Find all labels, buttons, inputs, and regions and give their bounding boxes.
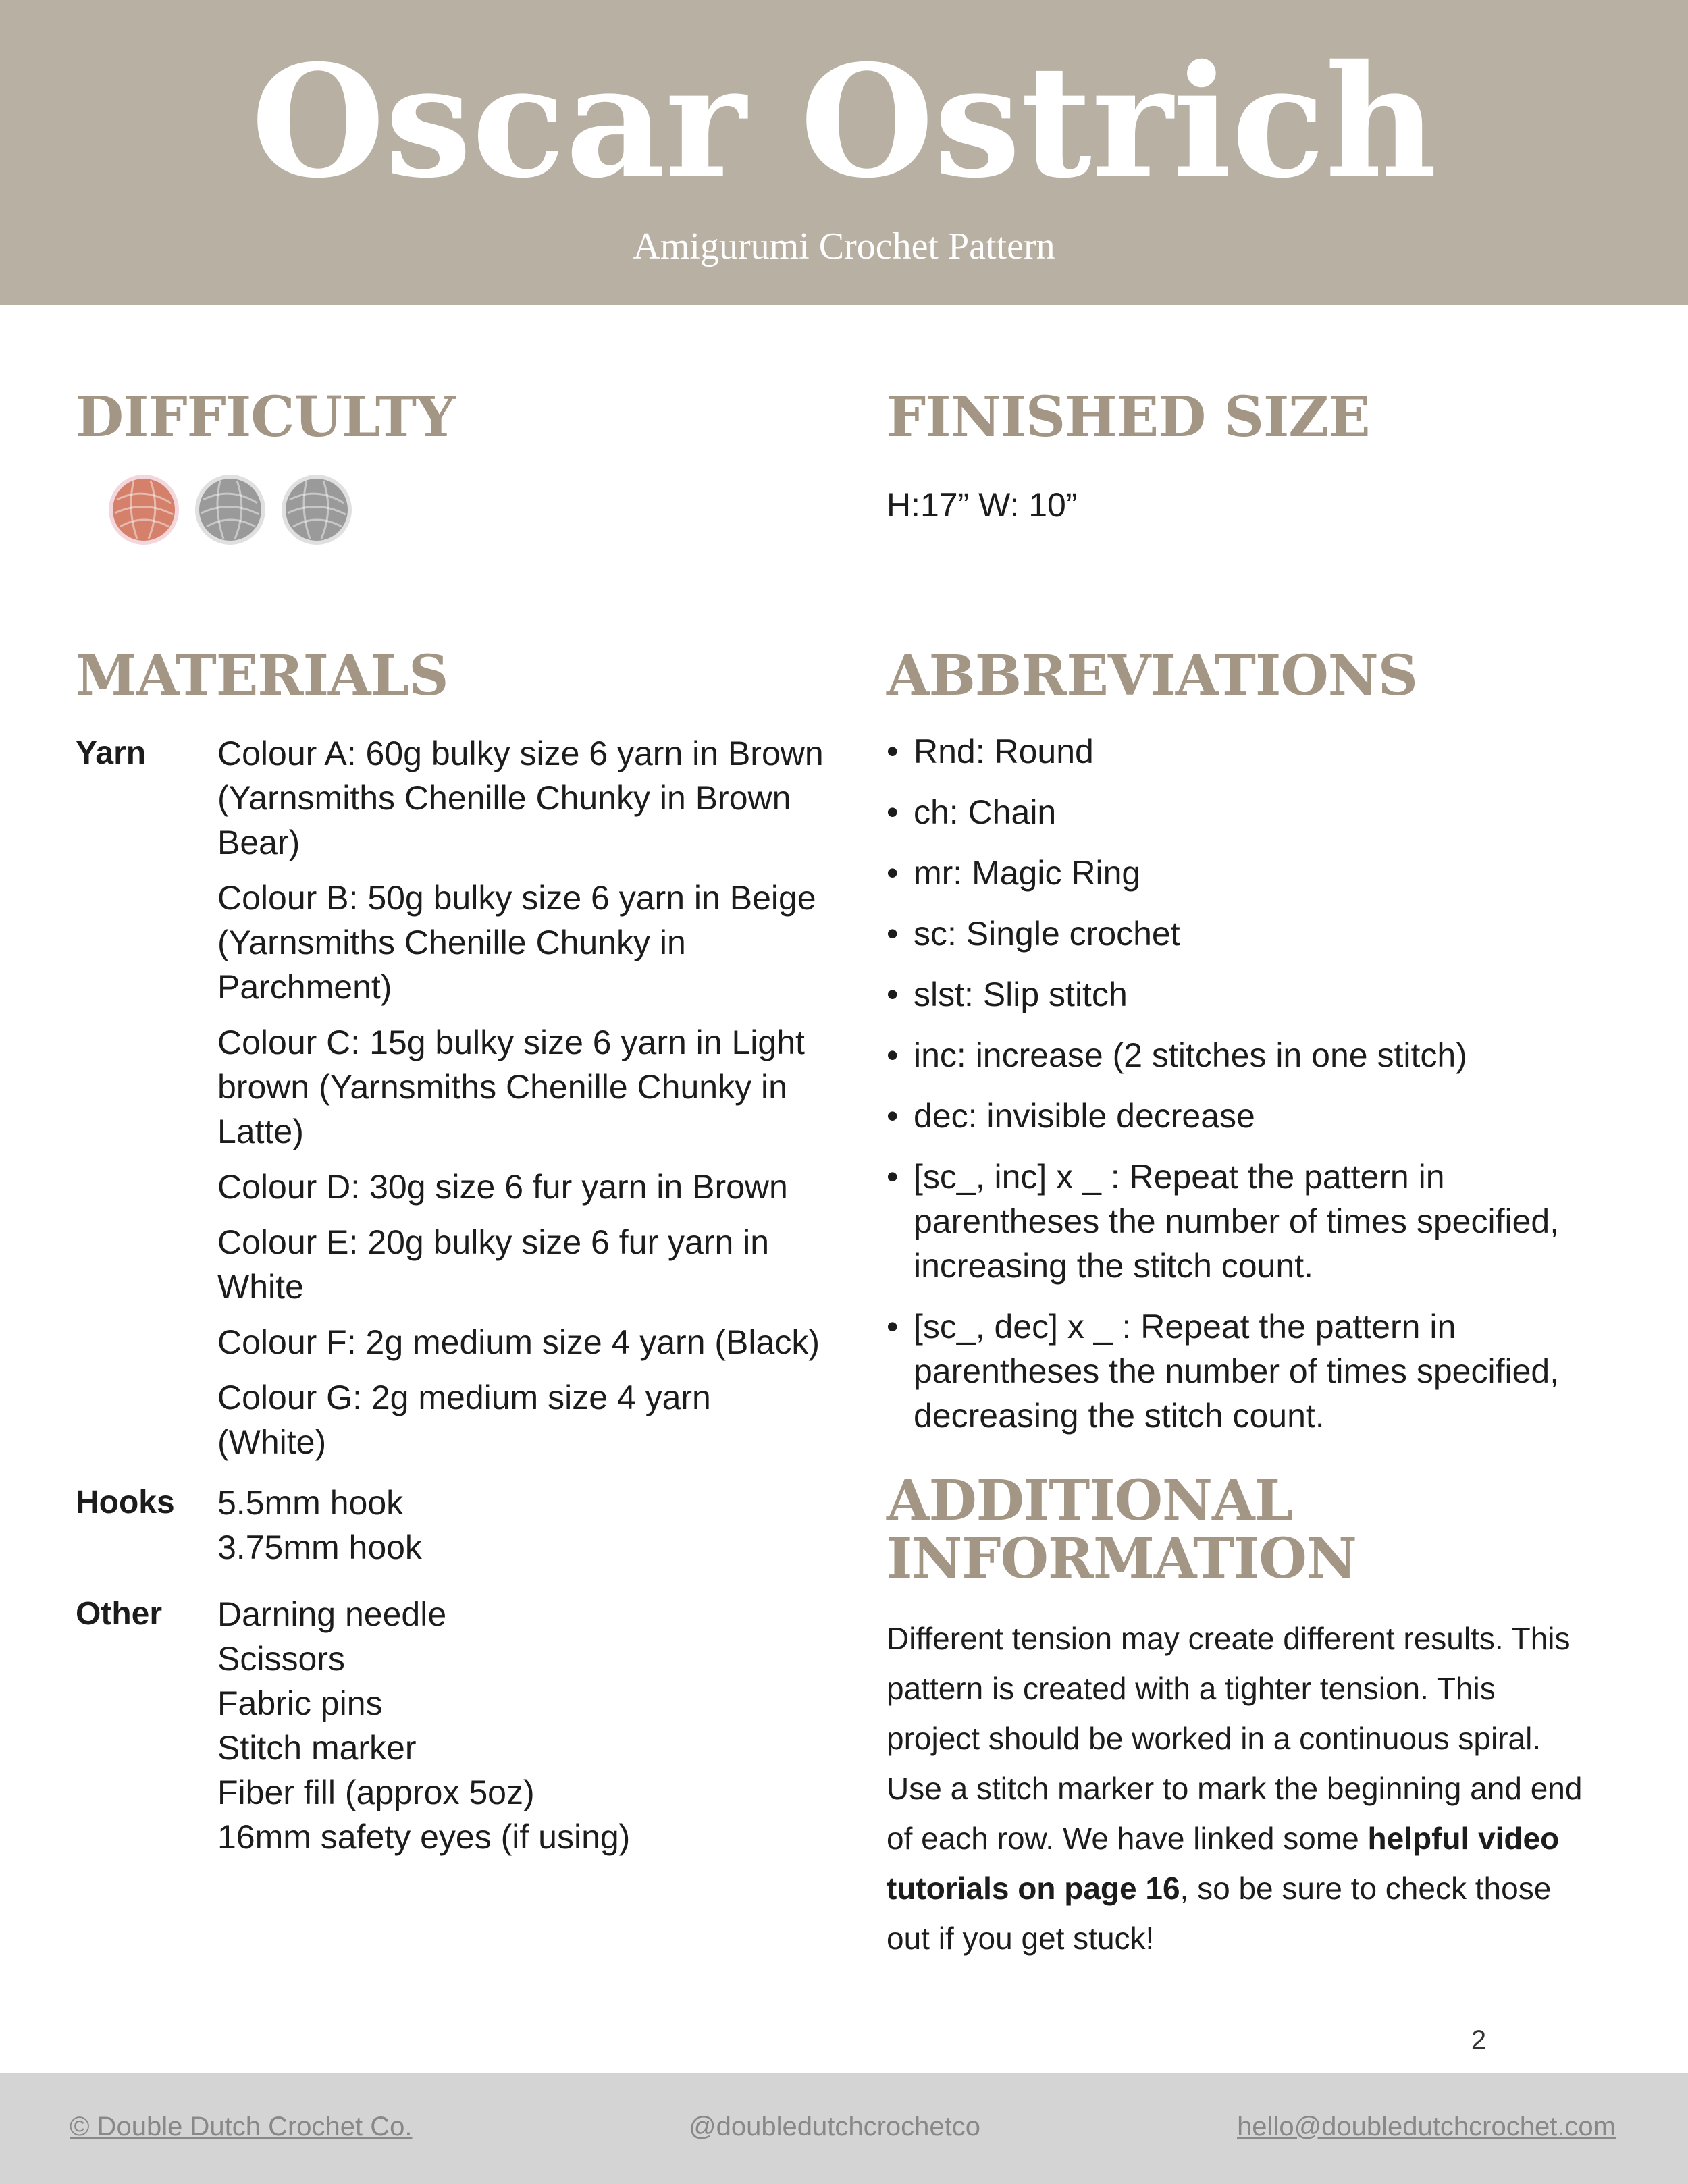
finished-size-heading: FINISHED SIZE: [887, 385, 1370, 450]
abbreviation-item: [887, 790, 1629, 834]
additional-line: Use a stitch marker to mark the beginning and end: [887, 1771, 1583, 1806]
other-item: 16mm safety eyes (if using): [217, 1818, 631, 1856]
yarn-ball-inactive-icon: [280, 473, 354, 547]
additional-line: project should be worked in a continuous spiral.: [887, 1721, 1541, 1756]
yarn-item-line: Colour E: 20g bulky size 6 fur yarn in: [217, 1223, 770, 1261]
footer: [0, 2073, 1688, 2184]
additional-line: [887, 1813, 1595, 1863]
difficulty-heading: DIFFICULTY: [76, 385, 455, 450]
yarn-item-line: Colour F: 2g medium size 4 yarn (Black): [217, 1323, 820, 1361]
yarn-item-line: Colour C: 15g bulky size 6 yarn in Light: [217, 1023, 805, 1061]
abbreviation-item: [887, 1094, 1629, 1138]
yarn-item: [217, 876, 839, 1009]
additional-line: out if you get stuck!: [887, 1921, 1155, 1956]
yarn-item-line: Bear): [217, 824, 300, 861]
abbreviations-heading: ABBREVIATIONS: [887, 643, 1417, 708]
yarn-item-line: brown (Yarnsmiths Chenille Chunky in: [217, 1068, 787, 1106]
yarn-item-line: Parchment): [217, 968, 392, 1006]
email-link[interactable]: hello@doubledutchcrochet.com: [1237, 2112, 1616, 2141]
yarn-label: Yarn: [76, 735, 147, 771]
additional-line: pattern is created with a tighter tension. This: [887, 1671, 1496, 1706]
abbreviation-line: • ch: Chain: [914, 793, 1057, 831]
video-tutorials-link-part2: tutorials on page 16: [887, 1871, 1180, 1906]
social-handle[interactable]: @doubledutchcrochetco: [689, 2112, 980, 2141]
abbreviation-line: • slst: Slip stitch: [914, 976, 1128, 1013]
yarn-ball-active-icon: [107, 473, 181, 547]
abbreviation-item: [887, 1154, 1629, 1288]
other-item: Fabric pins: [217, 1684, 383, 1722]
hooks-label: Hooks: [76, 1485, 175, 1520]
yarn-item: [217, 1375, 839, 1464]
materials-heading: MATERIALS: [76, 643, 448, 708]
abbreviations-list: [887, 729, 1629, 1454]
other-item: Scissors: [217, 1640, 345, 1678]
abbreviation-line: • sc: Single crochet: [914, 915, 1180, 953]
additional-line: Different tension may create different results. This: [887, 1621, 1571, 1656]
abbreviation-line: parentheses the number of times specified,: [914, 1202, 1560, 1240]
abbreviation-item: [887, 972, 1629, 1017]
page-number: 2: [1471, 2025, 1487, 2055]
additional-heading-line2: INFORMATION: [887, 1526, 1356, 1591]
abbreviation-line: • Rnd: Round: [914, 733, 1094, 770]
page-subtitle: Amigurumi Crochet Pattern: [633, 225, 1055, 267]
abbreviation-line: • inc: increase (2 stitches in one stitch): [914, 1036, 1467, 1074]
yarn-item-line: Colour D: 30g size 6 fur yarn in Brown: [217, 1168, 788, 1206]
additional-line5-prefix: of each row. We have linked some: [887, 1821, 1368, 1856]
header-banner: [0, 0, 1688, 305]
yarn-list: [217, 731, 839, 1475]
page-title: Oscar Ostrich: [250, 31, 1438, 212]
abbreviation-item: [887, 911, 1629, 956]
yarn-item-line: (Yarnsmiths Chenille Chunky in: [217, 924, 686, 961]
abbreviation-line: • [sc_, dec] x _ : Repeat the pattern in: [914, 1308, 1456, 1346]
yarn-ball-inactive-icon: [193, 473, 267, 547]
yarn-item: [217, 1020, 839, 1154]
copyright-link[interactable]: © Double Dutch Crochet Co.: [70, 2112, 413, 2141]
other-label: Other: [76, 1596, 163, 1632]
additional-information-text: [887, 1614, 1595, 1963]
yarn-item-line: Colour G: 2g medium size 4 yarn: [217, 1379, 711, 1416]
yarn-item-line: Colour B: 50g bulky size 6 yarn in Beige: [217, 879, 816, 917]
yarn-item: [217, 731, 839, 865]
yarn-item-line: (Yarnsmiths Chenille Chunky in Brown: [217, 779, 791, 817]
other-item: Darning needle: [217, 1595, 447, 1633]
abbreviation-line: decreasing the stitch count.: [914, 1397, 1325, 1435]
other-list: [217, 1592, 839, 1859]
abbreviation-line: parentheses the number of times specified,: [914, 1352, 1560, 1390]
finished-size-value: H:17” W: 10”: [887, 486, 1078, 524]
abbreviation-item: [887, 1033, 1629, 1077]
yarn-item-line: White: [217, 1268, 304, 1306]
abbreviation-line: • mr: Magic Ring: [914, 854, 1141, 892]
hook-item: 5.5mm hook: [217, 1484, 404, 1522]
yarn-item-line: Latte): [217, 1113, 304, 1150]
abbreviation-line: • dec: invisible decrease: [914, 1097, 1255, 1135]
other-item: Stitch marker: [217, 1729, 417, 1767]
hook-item: 3.75mm hook: [217, 1528, 422, 1566]
abbreviation-item: [887, 1304, 1629, 1438]
yarn-item: [217, 1165, 839, 1209]
additional-line6-suffix: , so be sure to check those: [1180, 1871, 1552, 1906]
yarn-item-line: Colour A: 60g bulky size 6 yarn in Brown: [217, 735, 824, 772]
yarn-item: [217, 1220, 839, 1309]
difficulty-rating: [107, 473, 366, 547]
video-tutorials-link-part1: helpful video: [1367, 1821, 1560, 1856]
other-item: Fiber fill (approx 5oz): [217, 1774, 535, 1811]
additional-heading-line1: ADDITIONAL: [887, 1468, 1293, 1533]
yarn-item-line: (White): [217, 1423, 327, 1461]
yarn-item: [217, 1320, 839, 1364]
abbreviation-item: [887, 729, 1629, 774]
abbreviation-line: • [sc_, inc] x _ : Repeat the pattern in: [914, 1158, 1445, 1196]
hooks-list: [217, 1481, 839, 1570]
additional-line: [887, 1863, 1595, 1913]
abbreviation-item: [887, 851, 1629, 895]
abbreviation-line: increasing the stitch count.: [914, 1247, 1313, 1285]
